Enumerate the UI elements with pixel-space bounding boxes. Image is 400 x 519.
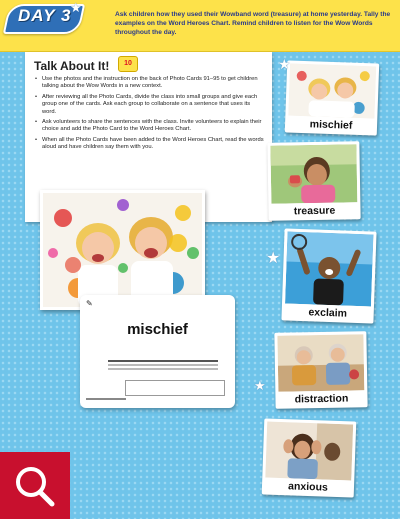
card-text-line	[108, 364, 218, 366]
header-instructions: Ask children how they used their Wowband word (treasure) at home yesterday. Tally the examples on the Word Heroes Chart. Remind children to listen for the Wow Words throughout the day.	[115, 11, 391, 36]
search-icon	[0, 452, 70, 519]
mischief-photo	[40, 190, 205, 310]
card-text-line	[108, 368, 218, 370]
card-text-box	[125, 380, 225, 396]
talk-bullet: • Use the photos and the instruction on the back of Photo Cards 91–95 to get children talking about the Wow Words in a new context.	[35, 76, 265, 91]
card-footer-line	[86, 398, 126, 400]
photo-card-image	[277, 334, 364, 391]
talk-list	[35, 76, 265, 155]
photo-card-label: anxious	[287, 480, 329, 494]
photo-card-label: mischief	[309, 118, 353, 132]
photo-card-image	[285, 232, 373, 307]
card-tag-icon: ✎	[86, 299, 93, 308]
star-icon: ★	[266, 250, 281, 267]
word-card	[80, 295, 235, 408]
talk-title: Talk About It!	[34, 59, 110, 73]
photo-card-mischief	[285, 60, 379, 135]
talk-badge: 10	[118, 56, 138, 72]
talk-bullet: • When all the Photo Cards have been added to the Word Heroes Chart, read the words aloud and have children say them with you.	[35, 137, 265, 152]
photo-card-treasure	[267, 141, 360, 221]
children-paint-illustration	[43, 193, 202, 307]
star-icon: ★	[278, 56, 291, 72]
day-header	[0, 0, 400, 52]
star-icon: ★	[70, 0, 82, 15]
card-text-line	[108, 360, 218, 362]
photo-card-image	[288, 64, 376, 119]
card-text-lines	[108, 360, 218, 372]
photo-card-image	[270, 144, 357, 203]
photo-card-label: distraction	[294, 392, 349, 406]
search-button[interactable]	[0, 452, 70, 519]
talk-bullet: • After reviewing all the Photo Cards, divide the class into small groups and give each group one of the cards. Ask each group to collaborate on a sentence that uses its word.	[35, 94, 265, 116]
talk-bullet: • Ask volunteers to share the sentences with the class. Invite volunteers to explain their choice and add the Photo Card to the Word Heroes Chart.	[35, 119, 265, 134]
mischief-photo-image	[43, 193, 202, 307]
card-word: mischief	[127, 321, 188, 338]
photo-card-image	[265, 422, 353, 481]
photo-card-label: treasure	[293, 204, 336, 218]
photo-card-label: exclaim	[308, 306, 348, 320]
photo-card-anxious	[262, 418, 357, 497]
day-label: DAY 3	[18, 6, 72, 25]
photo-card-distraction	[274, 331, 367, 409]
photo-card-exclaim	[281, 228, 376, 323]
star-icon: ★	[254, 378, 266, 393]
